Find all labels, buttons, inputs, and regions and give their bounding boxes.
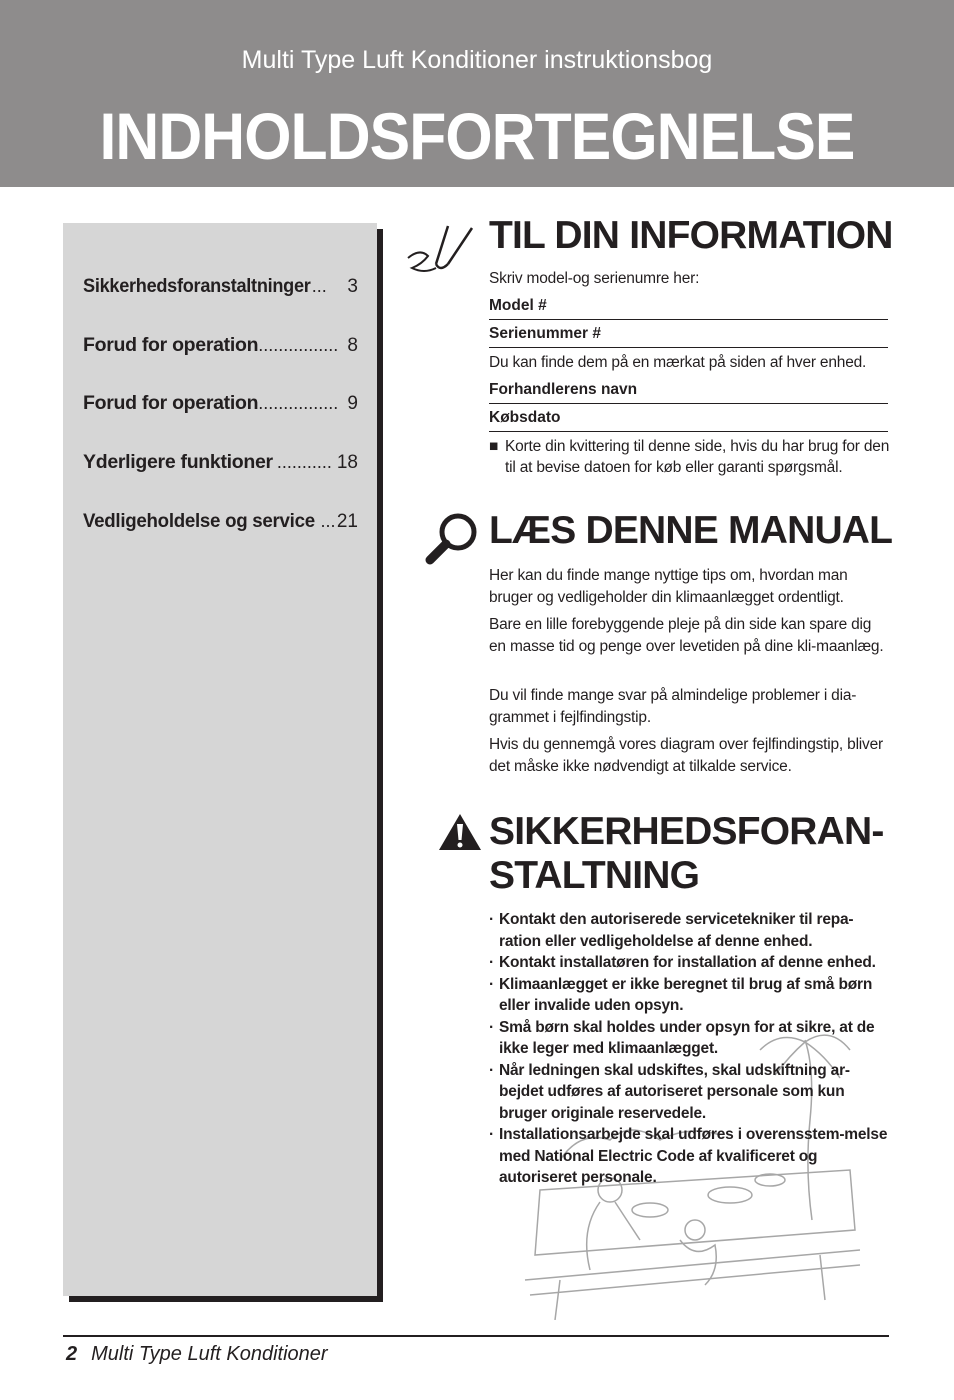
receipt-note-text: Korte din kvittering til denne side, hvis du har brug for den til at bevise datoen for køb eller garanti spørgsmål. [505, 438, 890, 476]
manual-paragraph: Her kan du finde mange nyttige tips om, hvordan man bruger og vedligeholder din klimaanlægget ordentligt. [489, 567, 848, 606]
safety-bullet [489, 909, 889, 952]
toc-item[interactable] [83, 334, 358, 357]
safety-bullet [489, 1060, 889, 1125]
page-header [0, 0, 954, 187]
safety-bullet [489, 974, 889, 1017]
toc-item-page: 8 [347, 335, 358, 356]
header-subtitle: Multi Type Luft Konditioner instruktionsbog [241, 46, 713, 74]
toc-item-page: 21 [336, 511, 358, 532]
safety-bullet [489, 1124, 889, 1189]
manual-paragraph: Hvis du gennemgå vores diagram over fejlfindingstip, bliver det måske ikke nødvendigt at tilkalde service. [489, 736, 883, 775]
safety-bullet-text: Installationsarbejde skal udføres i overensstem-melse med National Electric Code af kvalificeret og autoriseret personale. [499, 1126, 888, 1186]
toc-item-leader: ................ [258, 393, 339, 413]
info-section-title: TIL DIN INFORMATION [489, 214, 893, 257]
toc-item-label: Forud for operation [83, 392, 259, 414]
bullet-marker: · [489, 1018, 494, 1036]
toc-item-page: 3 [347, 276, 358, 297]
toc-panel [63, 223, 377, 1296]
safety-bullet [489, 952, 889, 974]
safety-section-title-line1: SIKKERHEDSFORAN- [489, 810, 884, 853]
safety-bullet-list [489, 909, 889, 1189]
bullet-marker: · [489, 911, 494, 928]
footer-text: Multi Type Luft Konditioner [91, 1343, 328, 1365]
safety-bullet [489, 1017, 889, 1060]
warning-triangle-icon [437, 812, 483, 852]
toc-item[interactable] [83, 451, 358, 474]
model-field-label: Model # [489, 297, 547, 314]
serial-field-line[interactable] [489, 347, 888, 348]
manual-paragraph: Du vil finde mange svar på almindelige problemer i dia-grammet i fejlfindingstip. [489, 687, 857, 726]
bullet-marker: · [489, 1126, 494, 1143]
dealer-field-label: Forhandlerens navn [489, 381, 638, 398]
model-field-line[interactable] [489, 319, 888, 320]
receipt-note [489, 436, 895, 478]
toc-item-label: Vedligeholdelse og service [83, 510, 315, 532]
toc-item[interactable] [83, 392, 358, 415]
purchase-date-field-label: Købsdato [489, 409, 561, 426]
toc-item[interactable] [83, 510, 358, 533]
safety-bullet-text: Små børn skal holdes under opsyn for at sikre, at de ikke leger med klimaanlægget. [499, 1018, 875, 1057]
page-number: 2 [66, 1343, 78, 1365]
manual-paragraph: Bare en lille forebyggende pleje på din side kan spare dig en masse tid og penge over levetiden på dine kli-maanlæg. [489, 616, 884, 655]
safety-section-title-line2: STALTNING [489, 854, 700, 897]
toc-item-leader: ........... [276, 452, 332, 472]
info-intro: Skriv model-og serienumre her: [489, 270, 700, 287]
toc-item-label: Forud for operation [83, 334, 259, 356]
bullet-marker: · [489, 1061, 494, 1079]
footer-divider [63, 1335, 889, 1337]
toc-item-leader: ... [311, 276, 327, 296]
safety-bullet-text: Kontakt den autoriserede servicetekniker til repa-ration eller vedligeholdelse af denne enhed. [499, 911, 854, 950]
square-bullet-icon: ■ [489, 438, 499, 455]
safety-bullet-text: Når ledningen skal udskiftes, skal udskiftning ar-bejdet udføres af autoriseret personale som kun bruger originale reservedele. [499, 1061, 850, 1122]
magnifier-icon [424, 510, 482, 566]
page-title: INDHOLDSFORTEGNELSE [99, 99, 855, 173]
pen-signature-icon [406, 218, 478, 278]
bullet-marker: · [489, 975, 494, 993]
toc-item-page: 18 [336, 452, 358, 473]
manual-section-title: LÆS DENNE MANUAL [489, 509, 893, 552]
toc-item-page: 9 [347, 393, 358, 414]
toc-item-label: Yderligere funktioner [83, 451, 273, 473]
dealer-field-line[interactable] [489, 403, 888, 404]
toc-item-label: Sikkerhedsforanstaltninger [83, 275, 311, 297]
bullet-marker: · [489, 954, 494, 971]
info-note: Du kan finde dem på en mærkat på siden af hver enhed. [489, 354, 867, 371]
safety-bullet-text: Klimaanlægget er ikke beregnet til brug af små børn eller invalide uden opsyn. [499, 975, 873, 1014]
toc-item-leader: ................ [258, 335, 339, 355]
toc-item-leader: ... [320, 511, 336, 531]
purchase-date-field-line[interactable] [489, 431, 888, 432]
safety-bullet-text: Kontakt installatøren for installation af denne enhed. [499, 954, 876, 971]
page-footer [66, 1343, 328, 1366]
toc-item[interactable] [83, 275, 358, 298]
serial-field-label: Serienummer # [489, 325, 601, 342]
